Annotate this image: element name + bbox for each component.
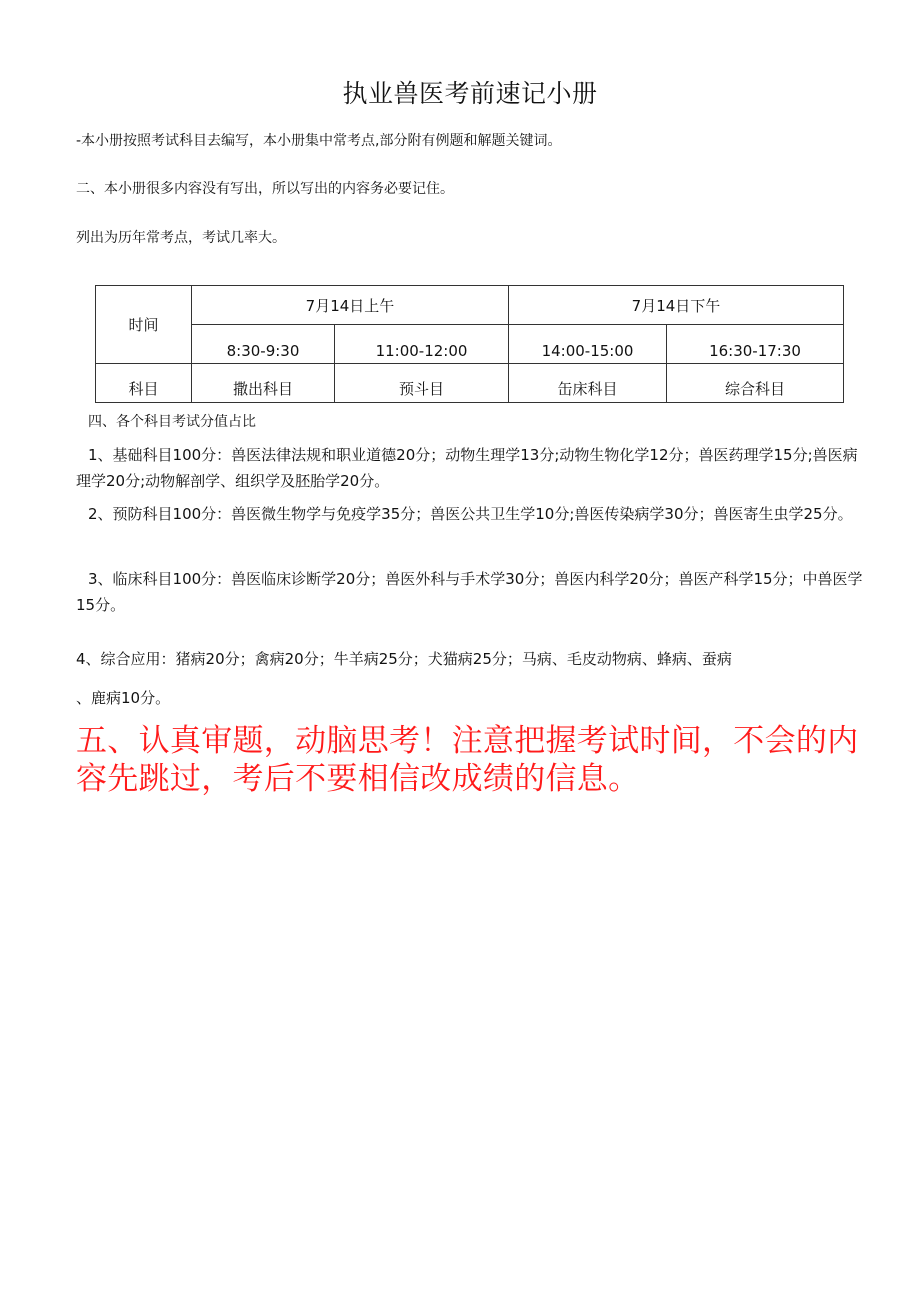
score-item-clinical: 3、临床科目100分：兽医临床诊断学20分；兽医外科与手术学30分；兽医内科学20分；兽医产科学15分；中兽医学15分。: [76, 570, 863, 614]
time-label-cell: 时间: [96, 286, 192, 364]
table-row: [96, 364, 844, 403]
subject-cell: 预斗目: [335, 364, 509, 403]
time-slot-cell: 8:30-9:30: [192, 325, 335, 364]
exam-notice: 五、认真审题，动脑思考！注意把握考试时间，不会的内容先跳过，考后不要相信改成绩的信息。: [76, 723, 859, 797]
time-slot-cell: 14:00-15:00: [509, 325, 667, 364]
subject-cell: 综合科目: [667, 364, 844, 403]
time-slot-cell: 11:00-12:00: [335, 325, 509, 364]
morning-header-cell: 7月14日上午: [192, 286, 509, 325]
table-row: [96, 325, 844, 364]
intro-line-1: -本小册按照考试科目去编写，本小册集中常考点,部分附有例题和解题关键词。: [76, 133, 562, 149]
afternoon-header-cell: 7月14日下午: [509, 286, 844, 325]
subject-cell: 缶床科目: [509, 364, 667, 403]
subject-cell: 撒出科目: [192, 364, 335, 403]
subject-label-cell: 科目: [96, 364, 192, 403]
intro-line-3: 列出为历年常考点，考试几率大。: [76, 230, 286, 246]
exam-schedule-table: [95, 285, 844, 403]
table-row: [96, 286, 844, 325]
score-item-comprehensive: 4、综合应用：猪病20分；禽病20分；牛羊病25分；犬猫病25分；马病、毛皮动物病、蜂病、蚕病: [76, 650, 732, 668]
scores-heading: 四、各个科目考试分值占比: [88, 414, 256, 430]
time-slot-cell: 16:30-17:30: [667, 325, 844, 364]
score-item-prevention: 2、预防科目100分：兽医微生物学与免疫学35分；兽医公共卫生学10分;兽医传染病学30分；兽医寄生虫学25分。: [88, 505, 853, 523]
score-item-basic: 1、基础科目100分：兽医法律法规和职业道德20分；动物生理学13分;动物生物化学12分；兽医药理学15分;兽医病理学20分;动物解剖学、组织学及胚胎学20分。: [76, 446, 858, 490]
intro-line-2: 二、本小册很多内容没有写出，所以写出的内容务必要记住。: [76, 181, 454, 197]
score-item-comprehensive-cont: 、鹿病10分。: [76, 689, 171, 707]
page-title: 执业兽医考前速记小册: [342, 79, 598, 108]
